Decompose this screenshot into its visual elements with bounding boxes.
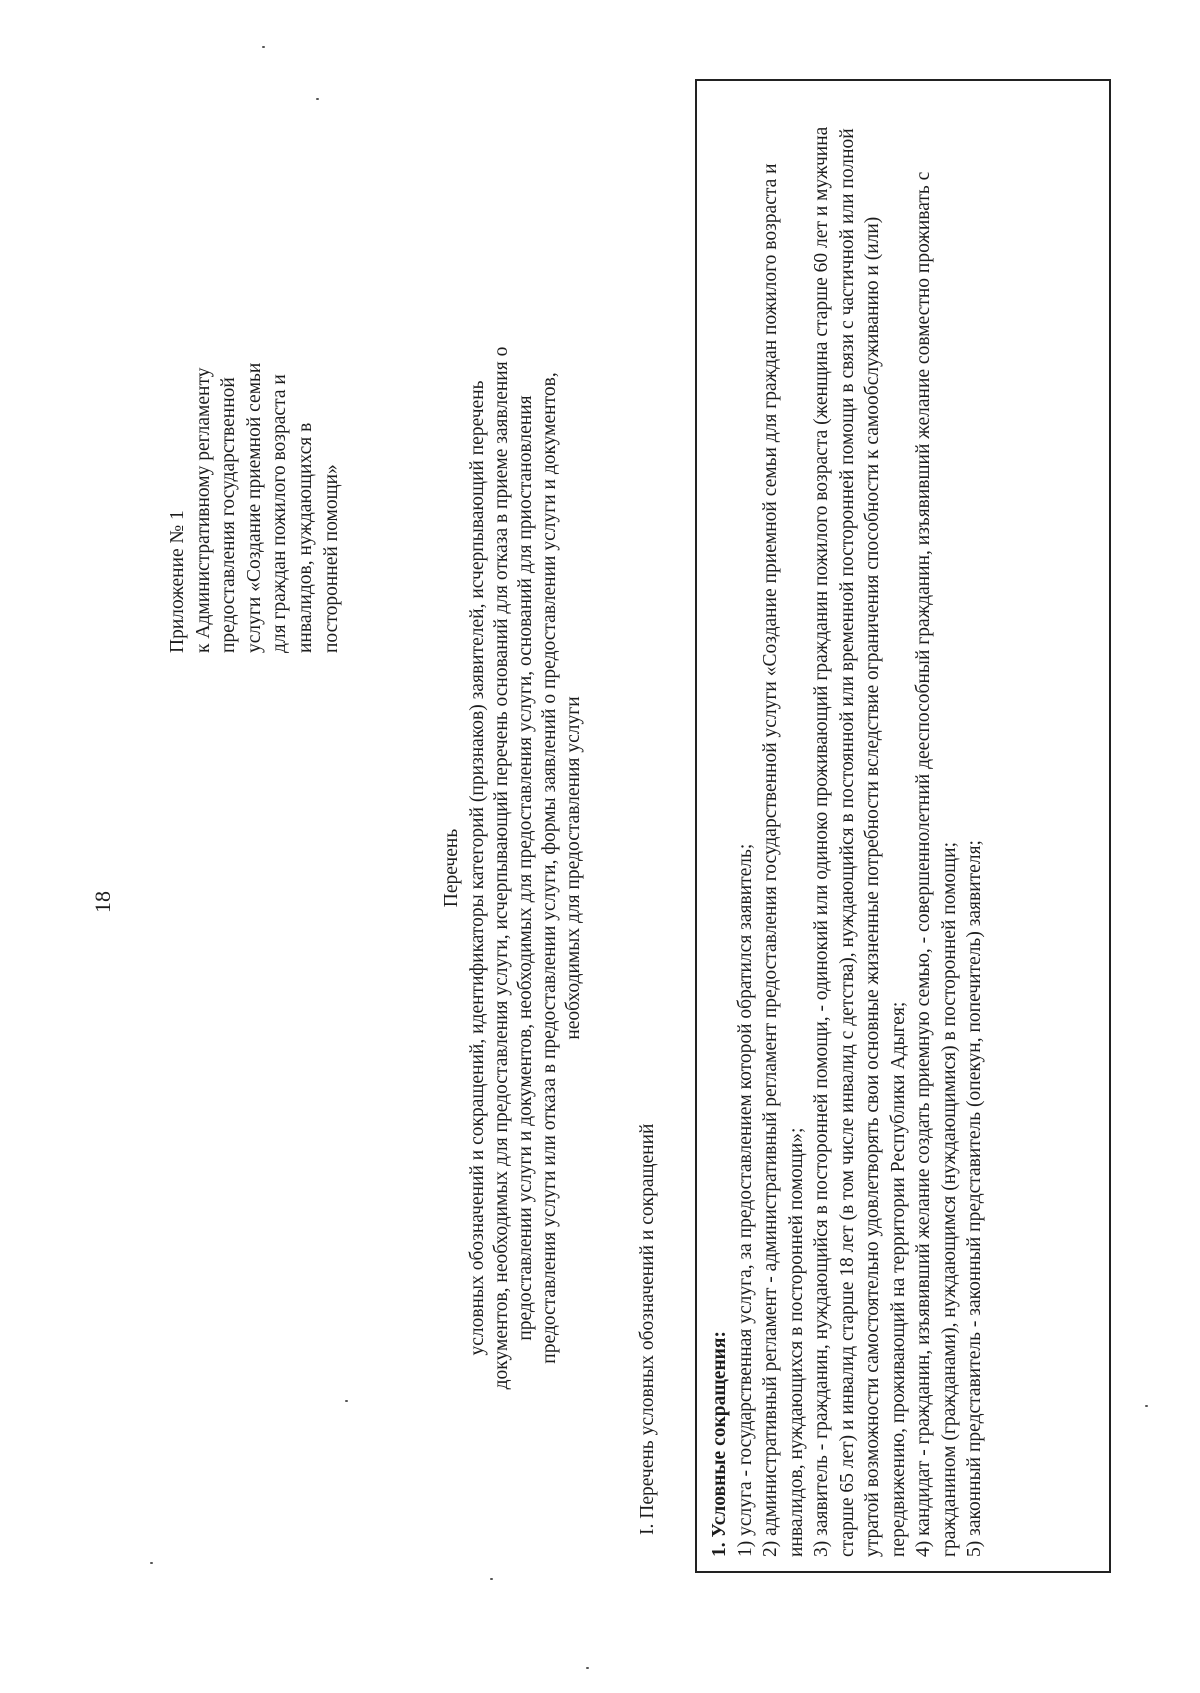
abbreviation-item: 5) законный представитель - законный представитель (опекун, попечитель) заявителя; [964,840,985,1557]
section-heading: I. Перечень условных обозначений и сокращений [637,1123,658,1535]
appendix-line: для граждан пожилого возраста и [269,374,291,653]
appendix-note [165,133,344,653]
abbreviations-table [695,79,1111,1573]
appendix-line: инвалидов, нуждающихся в [294,422,316,653]
title-line: условных обозначений и сокращений, идентификаторы категорий (признаков) заявителей, исчерпывающий перечень [467,380,488,1356]
appendix-line: к Административному регламенту [192,367,214,653]
scan-speck [586,1667,589,1669]
appendix-line: услуги «Создание приемной семьи [243,362,265,653]
appendix-line: Приложение № 1 [167,510,188,653]
abbreviation-item: 2) административный регламент - административный регламент предоставления государственной услуги «Создание приемной семьи для граждан пожилого возраста и инвалидов, нуждающихся в посторонней помощи»; [760,163,807,1557]
title-line: предоставления услуги или отказа в предоставлении услуги, формы заявлений о предоставлении услуги и документов, [539,372,560,1364]
title-line: необходимых для предоставления услуги [563,696,584,1040]
document-title [440,153,586,1583]
scan-speck [345,1400,348,1402]
scan-speck [150,1562,153,1564]
title-line: документов, необходимых для предоставления услуги, исчерпывающий перечень оснований для отказа в приеме заявления о [491,346,512,1390]
title-line: предоставлении услуги и документов, необходимых для предоставления услуги, оснований для приостановления [515,395,536,1341]
title-heading: Перечень [441,828,462,908]
scan-speck [1145,1405,1148,1407]
scan-speck [490,1578,493,1580]
scan-speck [262,46,265,48]
abbreviations-heading: 1. Условные сокращения: [709,1331,730,1557]
abbreviation-item: 4) кандидат - гражданин, изъявивший желание создать приемную семью, - совершеннолетний дееспособный гражданин, изъявивший желание совместно проживать с гражданином (гражданами), нуждающимся (нуждающимися) в посторонней помощи; [913,171,960,1557]
appendix-line: посторонней помощи» [320,464,342,653]
appendix-line: предоставления государственной [218,377,240,653]
abbreviation-item: 1) услуга - государственная услуга, за предоставлением которой обратился заявитель; [734,843,756,1557]
scan-speck [316,98,319,100]
abbreviation-item: 3) заявитель - гражданин, нуждающийся в посторонней помощи, - одинокий или одиноко проживающий гражданин пожилого возраста (женщина старше 60 лет и мужчина старше 65 лет) и инвалид старше 18 лет (в том числе инвалид с детства), нуждающийся в постоянной или временной посторонней помощи в связи с частичной или полной утратой возможности самостоятельно удовлетворять свои основные жизненные потребности вследствие ограничения способности к самообслуживанию и (или) передвижению, проживающий на территории Республики Адыгея; [811,126,909,1557]
page-number: 18 [90,891,115,913]
